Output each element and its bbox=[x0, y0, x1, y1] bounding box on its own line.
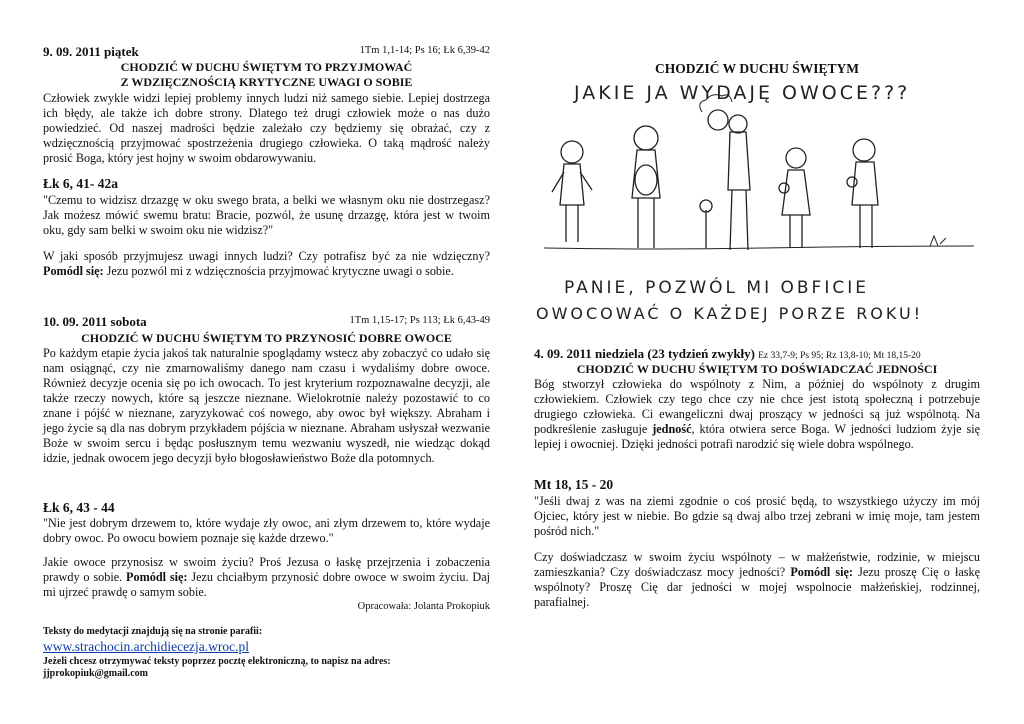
day-body bbox=[534, 377, 980, 452]
drawing-question: JAKIE JA WYDAJĘ OWOCE??? bbox=[574, 82, 911, 104]
drawing-prayer-line2: OWOCOWAĆ O KAŻDEJ PORZE ROKU! bbox=[536, 304, 924, 323]
day-title: CHODZIĆ W DUCHU ŚWIĘTYM TO PRZYNOSIĆ DOBRE OWOCE bbox=[81, 331, 452, 345]
scripture-refs: 1Tm 1,1-14; Ps 16; Łk 6,39-42 bbox=[359, 45, 490, 56]
day-title: CHODZIĆ W DUCHU ŚWIĘTYM TO PRZYJMOWAĆ bbox=[120, 60, 413, 74]
day-body: Człowiek zwykle widzi lepiej problemy innych ludzi niż samego siebie. Lepiej dostrzega ich błędy, ale także ich dobre strony. Dlatego też drugi człowiek może o nas dużo powiedzieć. Od naszej madrości będzie zależało czy będziemy się obrażać, czy z wdzięcznością przyjmować spostrzeżenia drugiego człowieka. O taką mądrość należy prosić Boga, który jest hojny w swoim obdarowywaniu. bbox=[43, 91, 490, 165]
day-date: 9. 09. 2011 piątek bbox=[43, 44, 139, 59]
gospel-quote: "Nie jest dobrym drzewem to, które wydaje zły owoc, ani złym drzewem to, które wydaje dobry owoc. Po owocu bowiem poznaje się każde drzewo." bbox=[43, 516, 490, 545]
signature: Opracowała: Jolanta Prokopiuk bbox=[357, 601, 490, 612]
scripture-refs: 1Tm 1,15-17; Ps 113; Łk 6,43-49 bbox=[349, 315, 490, 326]
gospel-quote: "Czemu to widzisz drzazgę w oku swego brata, a belki we własnym oku nie dostrzegasz? Jak możesz mówić swemu bratu: Bracie, pozwól, że usunę drzazgę, która jest w twoim oku, gdy sam belki w swoim oku nie widzisz?" bbox=[43, 193, 490, 237]
day-title: CHODZIĆ W DUCHU ŚWIĘTYM TO DOŚWIADCZAĆ JEDNOŚCI bbox=[576, 362, 938, 376]
gospel-ref: Łk 6, 41- 42a bbox=[43, 176, 119, 191]
pray-label: Pomódl się: bbox=[43, 264, 104, 278]
pray-label: Pomódl się: bbox=[790, 565, 853, 579]
prayer-text: Jezu chciałbym przynosić dobre owoce w swoim życiu. Daj mi ujrzeć prawdę o samym sobie. bbox=[43, 570, 491, 599]
day-header bbox=[43, 44, 490, 60]
day-body: Po każdym etapie życia jakoś tak naturalnie spoglądamy wstecz aby zobaczyć co udało się nam osiągnąć, czy nie zmarnowaliśmy danego nam czasu i wydaliśmy dobre owoce. Również decyzje ocenia się po ich owocach. To jest kryterium rozpoznawalne decyzji, ale także rzeczy nowych, które są jeszcze nieznane. Wielokrotnie należy pozostawić to co znane i pójść w nieznane, zaryzykować coś nowego, aby owoc był większy. Abraham i jego życie są dla nas dobrym przykładem pójścia w nieznane. Abraham usłyszał wezwanie Boże w swoim sercu i będąc posłusznym temu wezwaniu wyszedł, nie wiedząc dokąd idzie, jednak owocem jego decyzji było błogosławieństwo Boże dla potomnych. bbox=[43, 346, 490, 465]
prayer-text: Jezu pozwól mi z wdzięcznościa przyjmować krytyczne uwagi o sobie. bbox=[103, 264, 454, 278]
reflection-text: Czy doświadczasz w swoim życiu wspólnoty – w małżeństwie, rodzinie, w miejscu zamieszkania? Czy doświadczasz mocy jedności? bbox=[534, 550, 980, 579]
gospel-quote: "Jeśli dwaj z was na ziemi zgodnie o coś prosić będą, to wszystkiego użyczy im mój Ojciec, który jest w niebie. Bo gdzie są dwaj albo trzej zebrani w imię moje, tam jestem pośród nich." bbox=[534, 494, 980, 538]
footer-line2: Jeżeli chcesz otrzymywać teksty poprzez pocztę elektroniczną, to napisz na adres: bbox=[43, 656, 391, 667]
gospel-ref: Łk 6, 43 - 44 bbox=[43, 500, 115, 515]
day-title-line2: Z WDZIĘCZNOŚCIĄ KRYTYCZNE UWAGI O SOBIE bbox=[120, 75, 413, 89]
gospel-ref: Mt 18, 15 - 20 bbox=[534, 477, 614, 492]
reflection bbox=[43, 555, 490, 600]
parish-website-link[interactable]: www.strachocin.archidiecezja.wroc.pl bbox=[43, 639, 250, 654]
figures-drawing bbox=[534, 80, 980, 340]
reflection bbox=[534, 550, 980, 610]
drawing-prayer-line1: PANIE, POZWÓL MI OBFICIE bbox=[564, 278, 869, 298]
scripture-refs: Ez 33,7-9; Ps 95; Rz 13,8-10; Mt 18,15-20 bbox=[758, 351, 921, 361]
reflection-text: Jakie owoce przynosisz w swoim życiu? Proś Jezusa o łaskę przejrzenia i zobaczenia prawdy o sobie. bbox=[43, 555, 490, 584]
reflection-text: W jaki sposób przyjmujesz uwagi innych ludzi? Czy potrafisz być za nie wdzięczny? bbox=[43, 249, 490, 263]
page-heading: CHODZIĆ W DUCHU ŚWIĘTYM bbox=[655, 61, 859, 76]
body-emphasis: jedność bbox=[652, 422, 692, 436]
day-date: 4. 09. 2011 niedziela (23 tydzień zwykły) bbox=[534, 346, 755, 361]
contact-email: jjprokopiuk@gmail.com bbox=[43, 668, 148, 679]
cartoon-illustration bbox=[534, 80, 980, 340]
day-date: 10. 09. 2011 sobota bbox=[43, 314, 147, 329]
prayer-text: Jezu proszę Cię o łaskę wspólnoty? Proszę Cię dar jedności w mojej wspolnocie małżeńskiej, rodzinnej, parafialnej. bbox=[534, 565, 981, 609]
body-text: Bóg stworzył człowieka do wspólnoty z Nim, a później do wspólnoty z drugim człowiekiem. Człowiek czy tego chce czy nie chce jest istotą społeczną i potrzebuje drugiego człowieka. Ci ewangeliczni dwaj proszący w jedności są już wspólnotą. Na podkreślenie zasługuje bbox=[534, 377, 980, 436]
pray-label: Pomódl się: bbox=[126, 570, 188, 584]
reflection bbox=[43, 249, 490, 279]
footer-line1: Teksty do medytacji znajdują się na stronie parafii: bbox=[43, 626, 263, 637]
body-text-cont: , która otwiera serce Boga. W jedności ludziom żyje się lepiej i owocniej. Dzięki jedności potrafi narodzić się wiele dobra wspólnego. bbox=[534, 422, 980, 451]
day-header bbox=[43, 314, 490, 330]
day-header bbox=[534, 346, 980, 362]
